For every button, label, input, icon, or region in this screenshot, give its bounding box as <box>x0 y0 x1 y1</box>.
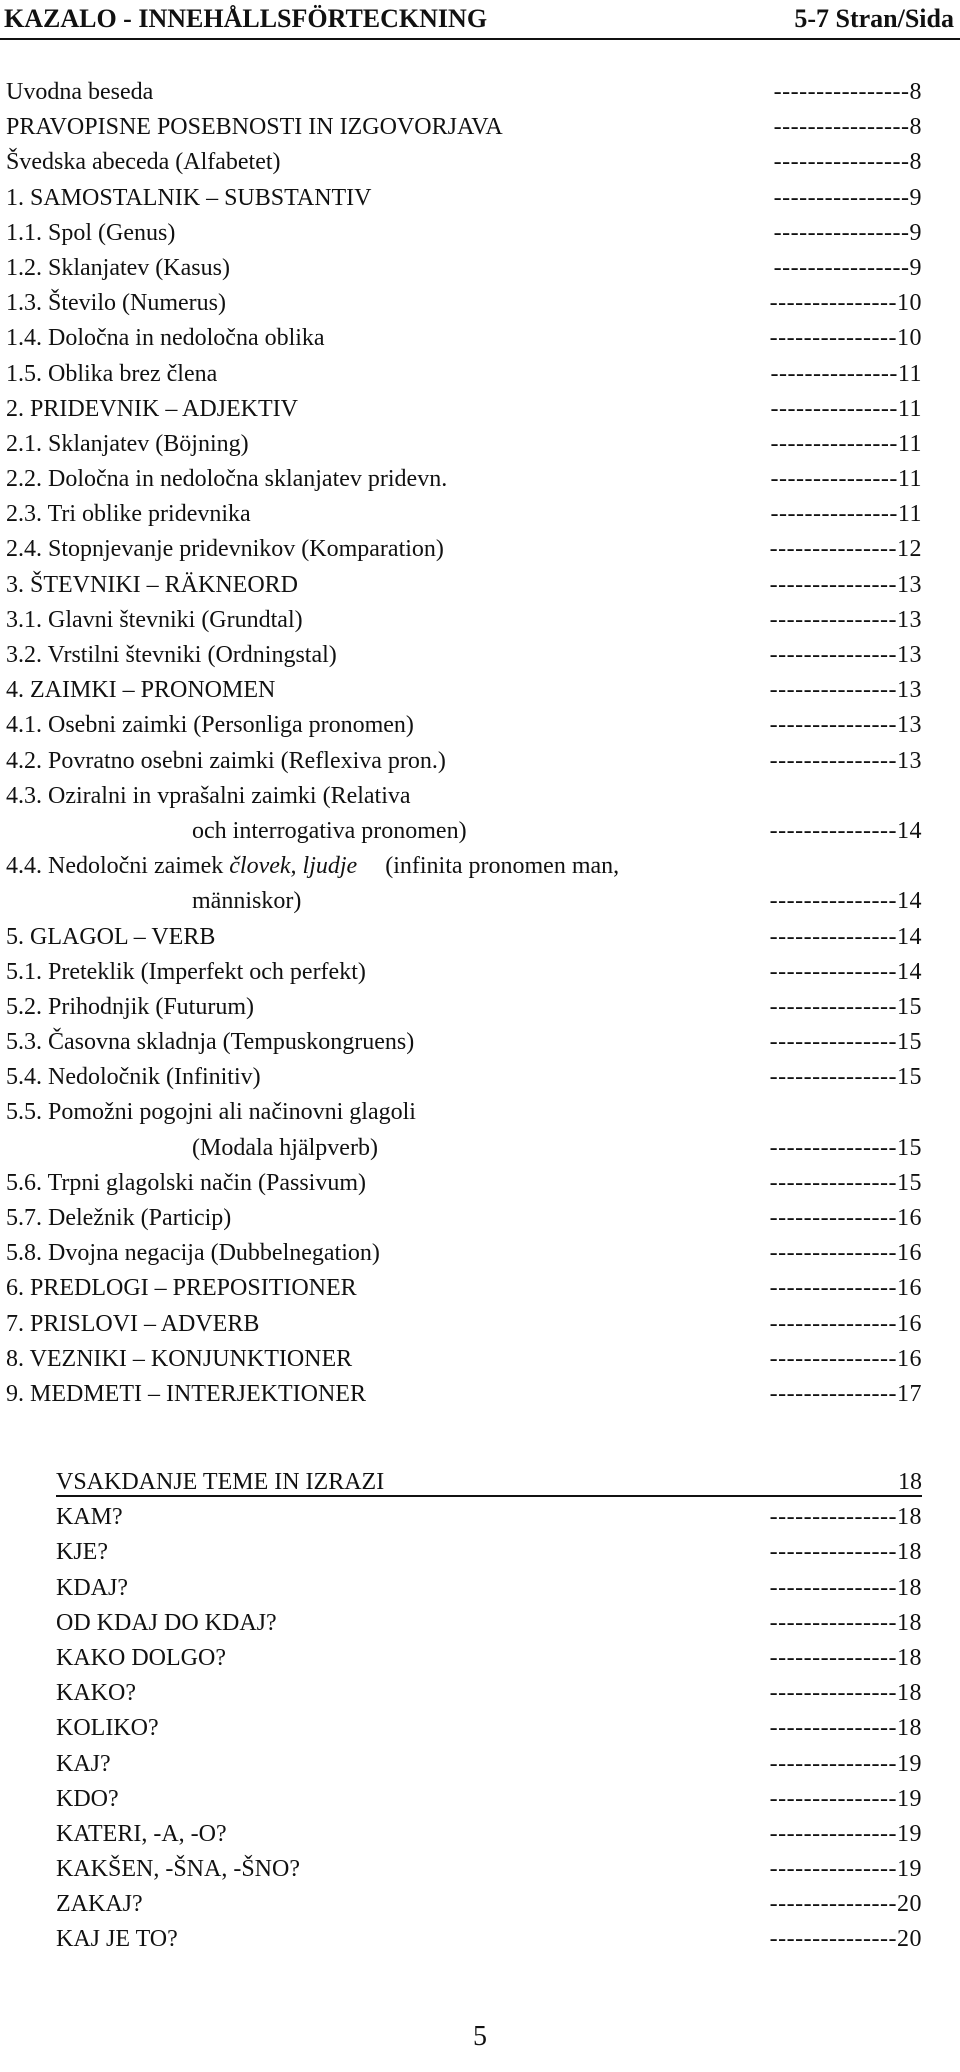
toc-entry <box>0 251 960 286</box>
section-entry-label: ZAKAJ? <box>56 1891 143 1918</box>
toc-entry-page: ----------------8 <box>773 149 922 176</box>
toc-entry-label: 5. GLAGOL – VERB <box>6 923 216 950</box>
toc-entry-page: ---------------16 <box>769 1240 922 1267</box>
toc-entry <box>0 75 960 110</box>
section-page: 18 <box>898 1469 922 1495</box>
toc-entry <box>0 145 960 180</box>
toc-entry-label: 9. MEDMETI – INTERJEKTIONER <box>6 1380 366 1407</box>
toc-entry-page: ---------------16 <box>769 1345 922 1372</box>
toc-entry-page: ---------------16 <box>769 1205 922 1231</box>
toc-entry-page: ----------------9 <box>773 254 922 281</box>
toc-entry-page: ----------------9 <box>773 219 922 246</box>
toc-entry-label: 4. ZAIMKI – PRONOMEN <box>6 677 276 704</box>
toc-entry <box>0 1307 960 1342</box>
toc-entry-page: ---------------15 <box>769 1029 922 1056</box>
section-entry-label: KAKO DOLGO? <box>56 1644 226 1671</box>
toc-entry <box>0 216 960 251</box>
toc-entry-label: 1.1. Spol (Genus) <box>6 219 176 246</box>
section-entry-label: KAJ JE TO? <box>56 1926 178 1953</box>
toc-entry-label: 2.2. Določna in nedoločna sklanjatev pridevn. <box>6 466 448 493</box>
toc-entry-label: 5.7. Deležnik (Particip) <box>6 1205 232 1231</box>
section-entry <box>0 1500 960 1535</box>
toc-entry-page: ---------------13 <box>769 571 922 598</box>
table-of-contents <box>0 75 960 1412</box>
page-range: 5-7 Stran/Sida <box>794 4 954 33</box>
section-entry <box>0 1535 960 1570</box>
toc-entry-page: ---------------13 <box>769 606 922 633</box>
toc-entry-label: 4.2. Povratno osebni zaimki (Reflexiva pron.) <box>6 747 446 774</box>
toc-entry <box>0 1025 960 1060</box>
section-entry <box>0 1747 960 1782</box>
toc-entry-continuation <box>0 884 960 919</box>
toc-entry-label: 1.5. Oblika brez člena <box>6 360 218 387</box>
toc-entry <box>0 920 960 955</box>
section-entry-page: ---------------18 <box>769 1504 922 1531</box>
section-entry <box>0 1887 960 1922</box>
section-entry-label: KDAJ? <box>56 1574 128 1601</box>
toc-entry <box>0 392 960 427</box>
toc-entry-label: 5.8. Dvojna negacija (Dubbelnegation) <box>6 1240 380 1267</box>
toc-entry <box>0 181 960 216</box>
section-entry <box>0 1922 960 1957</box>
toc-entry-label: 1. SAMOSTALNIK – SUBSTANTIV <box>6 184 372 211</box>
toc-entry-page: ---------------14 <box>769 923 922 950</box>
toc-entry-page: ---------------11 <box>770 395 922 422</box>
toc-entry-label: 5.2. Prihodnjik (Futurum) <box>6 993 255 1020</box>
toc-entry-continuation <box>0 1131 960 1166</box>
toc-entry <box>0 779 960 814</box>
toc-entry <box>0 1377 960 1412</box>
section-entry <box>0 1782 960 1817</box>
section-entry-label: KAKŠEN, -ŠNA, -ŠNO? <box>56 1856 300 1883</box>
toc-entry-label: 3. ŠTEVNIKI – RÄKNEORD <box>6 571 298 598</box>
toc-entry <box>0 955 960 990</box>
toc-entry-label: 4.3. Oziralni in vprašalni zaimki (Relativa <box>6 782 411 809</box>
toc-entry <box>0 427 960 462</box>
section-heading <box>0 1465 960 1500</box>
toc-entry-label: PRAVOPISNE POSEBNOSTI IN IZGOVORJAVA <box>6 114 503 141</box>
toc-entry-page: ---------------15 <box>769 1064 922 1091</box>
toc-entry <box>0 673 960 708</box>
toc-entry-label: 1.3. Število (Numerus) <box>6 290 226 317</box>
toc-entry <box>0 849 960 884</box>
section-entry-page: ---------------18 <box>769 1644 922 1671</box>
section-entry-label: KAJ? <box>56 1750 111 1777</box>
toc-entry-page: ---------------13 <box>769 677 922 704</box>
section-entry-label: KOLIKO? <box>56 1715 159 1742</box>
toc-entry-label: (Modala hjälpverb) <box>192 1134 378 1161</box>
toc-entry <box>0 462 960 497</box>
toc-entry-label: 5.3. Časovna skladnja (Tempuskongruens) <box>6 1029 415 1056</box>
toc-entry-page: ---------------14 <box>769 888 922 915</box>
section-entry <box>0 1571 960 1606</box>
section-entry-label: KAKO? <box>56 1680 136 1707</box>
toc-entry-page: ---------------15 <box>769 1169 922 1196</box>
toc-entry <box>0 321 960 356</box>
section-entry-label: KDO? <box>56 1785 119 1812</box>
toc-entry-label: 2.4. Stopnjevanje pridevnikov (Komparation) <box>6 536 444 563</box>
toc-entry-label: 8. VEZNIKI – KONJUNKTIONER <box>6 1345 353 1372</box>
toc-entry-label: 5.1. Preteklik (Imperfekt och perfekt) <box>6 958 366 985</box>
toc-entry-page: ---------------15 <box>769 1134 922 1161</box>
toc-entry-page: ---------------14 <box>769 817 922 844</box>
section-entry-page: ---------------18 <box>769 1539 922 1566</box>
toc-entry-label: 2. PRIDEVNIK – ADJEKTIV <box>6 395 298 422</box>
section-underline <box>56 1495 922 1497</box>
section-entry-page: ---------------19 <box>769 1856 922 1883</box>
toc-entry <box>0 1060 960 1095</box>
section-entry-page: ---------------20 <box>769 1891 922 1918</box>
section-entry <box>0 1641 960 1676</box>
toc-entry <box>0 1342 960 1377</box>
section-entry-page: ---------------20 <box>769 1926 922 1953</box>
toc-entry-label: 5.5. Pomožni pogojni ali načinovni glagoli <box>6 1099 416 1126</box>
section-entry <box>0 1852 960 1887</box>
toc-entry <box>0 1201 960 1236</box>
toc-entry-page: ---------------17 <box>769 1380 922 1407</box>
section-entry-label: KJE? <box>56 1539 108 1566</box>
toc-entry-label: 4.1. Osebni zaimki (Personliga pronomen) <box>6 712 414 739</box>
toc-entry-label: 3.2. Vrstilni števniki (Ordningstal) <box>6 642 337 668</box>
section-entry-label: KAM? <box>56 1504 123 1531</box>
toc-entry-page: ----------------8 <box>773 79 922 105</box>
toc-entry-label: 5.6. Trpni glagolski način (Passivum) <box>6 1169 367 1196</box>
toc-entry-page: ----------------8 <box>773 114 922 141</box>
toc-entry-page: ---------------13 <box>769 712 922 739</box>
toc-entry <box>0 568 960 603</box>
toc-entry-label: Švedska abeceda (Alfabetet) <box>6 149 281 176</box>
section-entry-page: ---------------19 <box>769 1785 922 1812</box>
section-entry-page: ---------------18 <box>769 1680 922 1707</box>
toc-entry-label: 3.1. Glavni števniki (Grundtal) <box>6 606 303 633</box>
toc-entry-label: 5.4. Nedoločnik (Infinitiv) <box>6 1064 261 1091</box>
toc-entry-label: 4.4. Nedoločni zaimek <box>6 853 230 880</box>
toc-entry <box>0 1166 960 1201</box>
section-entry <box>0 1606 960 1641</box>
toc-entry-label-compound <box>6 849 619 884</box>
toc-entry-page: ---------------16 <box>769 1310 922 1337</box>
toc-entry <box>0 708 960 743</box>
toc-entry-page: ----------------9 <box>773 184 922 211</box>
toc-entry <box>0 744 960 779</box>
page-header <box>0 0 960 40</box>
toc-entry-label: 2.3. Tri oblike pridevnika <box>6 501 251 528</box>
toc-entry-page: ---------------13 <box>769 747 922 774</box>
toc-entry-label: Uvodna beseda <box>6 79 154 105</box>
section-entry <box>0 1817 960 1852</box>
toc-entry-page: ---------------11 <box>770 501 922 528</box>
toc-entry <box>0 497 960 532</box>
toc-entry-label-after: (infinita pronomen man, <box>385 853 620 880</box>
section-title: VSAKDANJE TEME IN IZRAZI <box>56 1469 385 1495</box>
toc-entry-page: ---------------12 <box>769 536 922 563</box>
section-entry-page: ---------------18 <box>769 1574 922 1601</box>
toc-entry-label-italic: človek, ljudje <box>229 853 358 880</box>
page-title: KAZALO - INNEHÅLLSFÖRTECKNING <box>4 4 488 33</box>
toc-entry <box>0 1236 960 1271</box>
toc-entry-label: 1.4. Določna in nedoločna oblika <box>6 325 325 352</box>
toc-entry <box>0 357 960 392</box>
section-entry <box>0 1676 960 1711</box>
toc-entry <box>0 1271 960 1306</box>
toc-entry-label: 6. PREDLOGI – PREPOSITIONER <box>6 1275 357 1302</box>
section-entry-label: OD KDAJ DO KDAJ? <box>56 1609 277 1636</box>
toc-entry <box>0 603 960 638</box>
toc-entry <box>0 1095 960 1130</box>
toc-entry <box>0 532 960 567</box>
toc-entry <box>0 638 960 673</box>
toc-entry-page: ---------------14 <box>769 958 922 985</box>
toc-entry <box>0 286 960 321</box>
toc-entry <box>0 110 960 145</box>
section-entry <box>0 1711 960 1746</box>
section-entry-page: ---------------19 <box>769 1750 922 1777</box>
toc-entry-continuation <box>0 814 960 849</box>
section-entry-page: ---------------19 <box>769 1820 922 1847</box>
page-number: 5 <box>473 2021 487 2052</box>
section-entry-label: KATERI, -A, -O? <box>56 1820 227 1847</box>
toc-entry-page: ---------------10 <box>769 290 922 317</box>
toc-entry-page: ---------------10 <box>769 325 922 352</box>
section-entry-page: ---------------18 <box>769 1609 922 1636</box>
toc-entry-page: ---------------11 <box>770 466 922 493</box>
toc-entry-label: 2.1. Sklanjatev (Böjning) <box>6 430 249 457</box>
toc-entry-page: ---------------13 <box>769 642 922 668</box>
toc-entry-label: 1.2. Sklanjatev (Kasus) <box>6 254 230 281</box>
toc-entry-page: ---------------11 <box>770 430 922 457</box>
everyday-topics-section <box>0 1465 960 1958</box>
toc-entry-label: människor) <box>192 888 302 915</box>
toc-entry-label: 7. PRISLOVI – ADVERB <box>6 1310 260 1337</box>
toc-entry-label: och interrogativa pronomen) <box>192 817 467 844</box>
toc-entry <box>0 990 960 1025</box>
section-entry-page: ---------------18 <box>769 1715 922 1742</box>
toc-entry-page: ---------------11 <box>770 360 922 387</box>
toc-entry-page: ---------------15 <box>769 993 922 1020</box>
toc-entry-page: ---------------16 <box>769 1275 922 1302</box>
